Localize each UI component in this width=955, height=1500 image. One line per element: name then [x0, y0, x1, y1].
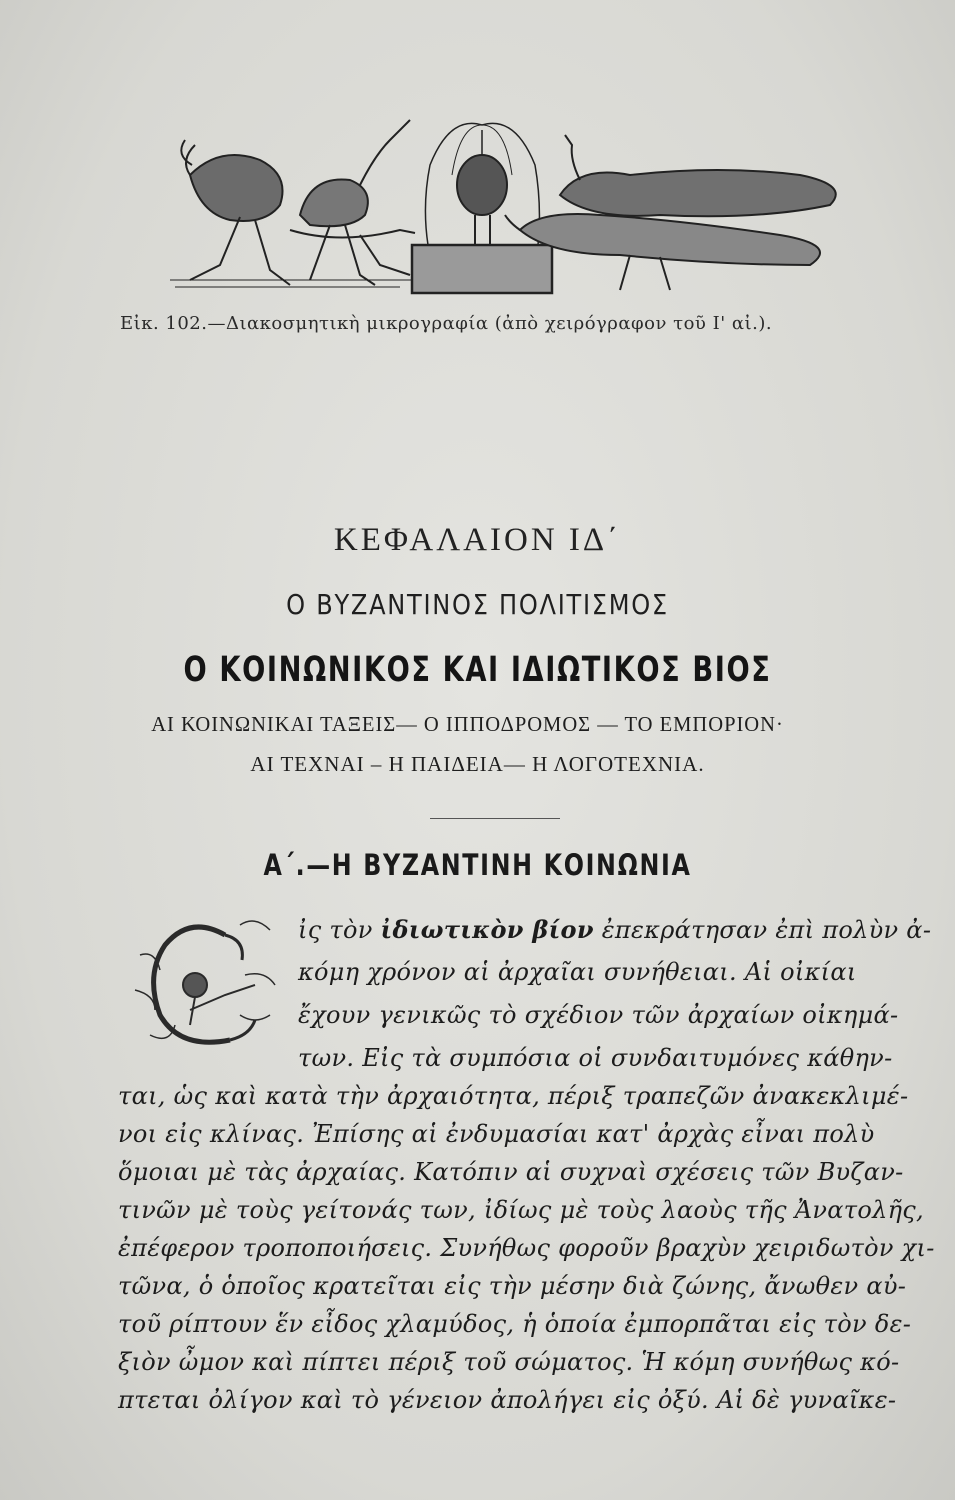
body-line-12: ξιὸν ὦμον καὶ πίπτει πέριξ τοῦ σώματος. Ἡ κόμη συνήθως κό- — [118, 1348, 900, 1376]
body-line-1-end: ἐπεκράτησαν ἐπὶ πολὺν ἀ- — [593, 916, 932, 944]
body-line-5: ται, ὡς καὶ κατὰ τὴν ἀρχαιότητα, πέριξ τραπεζῶν ἀνακεκλιμέ- — [118, 1082, 909, 1110]
body-line-10: τῶνα, ὁ ὁποῖος κρατεῖται εἰς τὴν μέσην διὰ ζώνης, ἄνωθεν αὐ- — [118, 1272, 907, 1300]
body-line-8: τινῶν μὲ τοὺς γείτονάς των, ἰδίως μὲ τοὺς λαοὺς τῆς Ἀνατολῆς, — [118, 1196, 924, 1224]
body-line-13: πτεται ὀλίγον καὶ τὸ γένειον ἀπολήγει εἰς ὀξύ. Αἱ δὲ γυναῖκε- — [118, 1386, 897, 1414]
chapter-contents-line-2: ΑΙ ΤΕΧΝΑΙ – Η ΠΑΙΔΕΙΑ— Η ΛΟΓΟΤΕΧΝΙΑ. — [250, 752, 705, 776]
decorative-miniature-illustration — [160, 105, 860, 305]
body-line-7: ὅμοιαι μὲ τὰς ἀρχαίας. Κατόπιν αἱ συχναὶ σχέσεις τῶν Βυζαν- — [118, 1158, 904, 1186]
body-line-1 — [298, 915, 931, 944]
body-line-6: νοι εἰς κλίνας. Ἐπίσης αἱ ἐνδυμασίαι κατ' ἀρχὰς εἶναι πολὺ — [118, 1120, 875, 1148]
body-line-4: των. Εἰς τὰ συμπόσια οἱ συνδαιτυμόνες κάθην- — [298, 1044, 893, 1072]
body-line-2: κόμη χρόνον αἱ ἀρχαῖαι συνήθειαι. Αἱ οἰκίαι — [298, 958, 857, 986]
figure-caption: Εἰκ. 102.—Διακοσμητικὴ μικρογραφία (ἀπὸ χειρόγραφον τοῦ Ι' αἰ.). — [120, 313, 773, 334]
body-line-3: ἔχουν γενικῶς τὸ σχέδιον τῶν ἀρχαίων οἰκημά- — [298, 1001, 899, 1029]
divider-rule — [430, 818, 560, 819]
chapter-contents-line-1: ΑΙ ΚΟΙΝΩΝΙΚΑΙ ΤΑΞΕΙΣ— Ο ΙΠΠΟΔΡΟΜΟΣ — ΤΟ ΕΜΠΟΡΙΟΝ· — [151, 712, 784, 736]
emphasis-term: ἰδιωτικὸν βίον — [380, 915, 594, 944]
body-line-11: τοῦ ρίπτουν ἕν εἶδος χλαμύδος, ἡ ὁποία ἐμπορπᾶται εἰς τὸν δε- — [118, 1310, 912, 1338]
body-line-9: ἐπέφερον τροποποιήσεις. Συνήθως φοροῦν βραχὺν χειριδωτὸν χι- — [118, 1234, 935, 1262]
chapter-subtitle: Ο ΚΟΙΝΩΝΙΚΟΣ ΚΑΙ ΙΔΙΩΤΙΚΟΣ ΒΙΟΣ — [183, 650, 772, 690]
chapter-label: ΚΕΦΑΛΑΙΟΝ ΙΔ΄ — [333, 522, 622, 558]
decorated-initial-letter — [130, 915, 280, 1060]
body-line-1-start: ἰς τὸν — [298, 916, 381, 944]
section-heading: Α΄.—Η ΒΥΖΑΝΤΙΝΗ ΚΟΙΝΩΝΙΑ — [263, 848, 692, 882]
chapter-title: Ο ΒΥΖΑΝΤΙΝΟΣ ΠΟΛΙΤΙΣΜΟΣ — [286, 588, 669, 621]
